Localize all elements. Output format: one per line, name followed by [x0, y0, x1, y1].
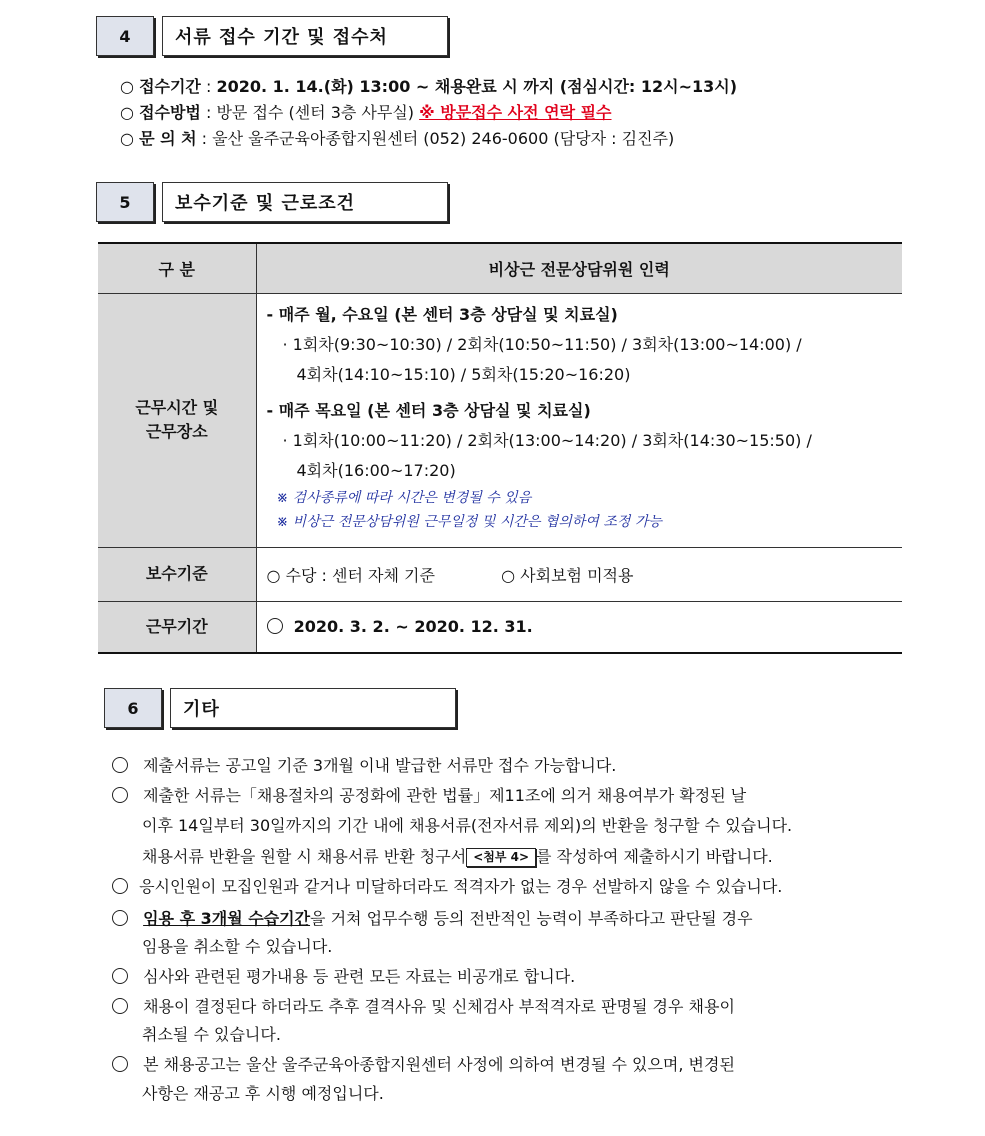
visit-notice: ※ 방문접수 사전 연락 필수: [419, 103, 612, 122]
pay-allowance: ○ 수당 : 센터 자체 기준: [266, 565, 435, 585]
schedule-mon-wed-head: - 매주 월, 수요일 (본 센터 3층 상담실 및 치료실): [266, 304, 618, 324]
section-4-header: [96, 16, 456, 56]
section-6-title: 기타: [170, 688, 456, 728]
notice-item-2-line2: 이후 14일부터 30일까지의 기간 내에 채용서류(전자서류 제외)의 반환을 청구할 수 있습니다.: [142, 816, 793, 835]
pay-content: [256, 547, 902, 601]
notice-item-6-line2: 취소될 수 있습니다.: [142, 1025, 281, 1044]
circle-bullet-icon: [112, 787, 128, 803]
work-hours-content: [256, 293, 902, 547]
section-5-number: 5: [96, 182, 154, 222]
work-conditions-table: [98, 242, 902, 654]
notice-item-7: 본 채용공고는 울산 울주군육아종합지원센터 사정에 의하여 변경될 수 있으며, 변경된: [112, 1052, 735, 1075]
schedule-thu-head: - 매주 목요일 (본 센터 3층 상담실 및 치료실): [266, 400, 591, 420]
period-content: [256, 601, 902, 653]
table-row-period: [98, 601, 902, 653]
probation-emphasis: 임용 후 3개월 수습기간: [143, 909, 311, 928]
circle-bullet-icon: [112, 1056, 128, 1072]
note-schedule-adjust: ※ 비상근 전문상담위원 근무일정 및 시간은 협의하여 조정 가능: [276, 513, 662, 530]
work-hours-label: 근무시간 및 근무장소: [98, 293, 256, 547]
note-exam-type: ※ 검사종류에 따라 시간은 변경될 수 있음: [276, 489, 532, 506]
table-row-pay: [98, 547, 902, 601]
table-row-work-hours: [98, 293, 902, 547]
period-label: 근무기간: [98, 601, 256, 653]
header-staff: 비상근 전문상담위원 인력: [256, 243, 902, 293]
notice-item-6: 채용이 결정된다 하더라도 추후 결격사유 및 신체검사 부적격자로 판명될 경우 채용이: [112, 994, 735, 1017]
section-6-number: 6: [104, 688, 162, 728]
schedule-thu-row1: · 1회차(10:00~11:20) / 2회차(13:00~14:20) / 3회차(14:30~15:50) /: [282, 430, 812, 450]
notice-item-2: 제출한 서류는「채용절차의 공정화에 관한 법률」제11조에 의거 채용여부가 확정된 날: [112, 783, 746, 806]
section-6-header: [104, 688, 464, 728]
schedule-mon-wed-row1: · 1회차(9:30~10:30) / 2회차(10:50~11:50) / 3회차(13:00~14:00) /: [282, 334, 802, 354]
notice-item-3: 응시인원이 모집인원과 같거나 미달하더라도 적격자가 없는 경우 선발하지 않을 수 있습니다.: [112, 874, 782, 897]
inquiry-line: ○ 문 의 처 : 울산 울주군육아종합지원센터 (052) 246-0600 (담당자 : 김진주): [120, 129, 675, 148]
circle-bullet-icon: [112, 910, 128, 926]
notice-item-2-line3: 채용서류 반환을 원할 시 채용서류 반환 청구서 <첨부 4> 를 작성하여 제출하시기 바랍니다.: [142, 847, 773, 866]
notice-item-4-line2: 임용을 취소할 수 있습니다.: [142, 937, 333, 956]
notice-item-1: 제출서류는 공고일 기준 3개월 이내 발급한 서류만 접수 가능합니다.: [112, 753, 616, 776]
section-4-title: 서류 접수 기간 및 접수처: [162, 16, 448, 56]
circle-bullet-icon: [267, 618, 283, 634]
circle-bullet-icon: [112, 998, 128, 1014]
intake-method-line: ○ 접수방법 : 방문 접수 (센터 3층 사무실) ※ 방문접수 사전 연락 필수: [120, 103, 612, 122]
section-5-header: [96, 182, 456, 222]
circle-bullet-icon: [112, 757, 128, 773]
circle-bullet-icon: [112, 878, 128, 894]
section-5-title: 보수기준 및 근로조건: [162, 182, 448, 222]
pay-insurance: ○ 사회보험 미적용: [501, 565, 634, 585]
intake-period-line: ○ 접수기간 : 2020. 1. 14.(화) 13:00 ~ 채용완료 시 까지 (점심시간: 12시~13시): [120, 77, 738, 96]
header-category: 구 분: [98, 243, 256, 293]
section-4-number: 4: [96, 16, 154, 56]
schedule-thu-row2: 4회차(16:00~17:20): [296, 460, 456, 480]
pay-label: 보수기준: [98, 547, 256, 601]
period-value: 2020. 3. 2. ~ 2020. 12. 31.: [293, 617, 533, 637]
notice-item-5: 심사와 관련된 평가내용 등 관련 모든 자료는 비공개로 합니다.: [112, 964, 575, 987]
attachment-4-badge: <첨부 4>: [466, 848, 536, 867]
circle-bullet-icon: [112, 968, 128, 984]
schedule-mon-wed-row2: 4회차(14:10~15:10) / 5회차(15:20~16:20): [296, 364, 631, 384]
notice-item-7-line2: 사항은 재공고 후 시행 예정입니다.: [142, 1084, 384, 1103]
table-header-row: [98, 243, 902, 293]
notice-item-4: 임용 후 3개월 수습기간을 거쳐 업무수행 등의 전반적인 능력이 부족하다고 판단될 경우: [112, 906, 753, 929]
